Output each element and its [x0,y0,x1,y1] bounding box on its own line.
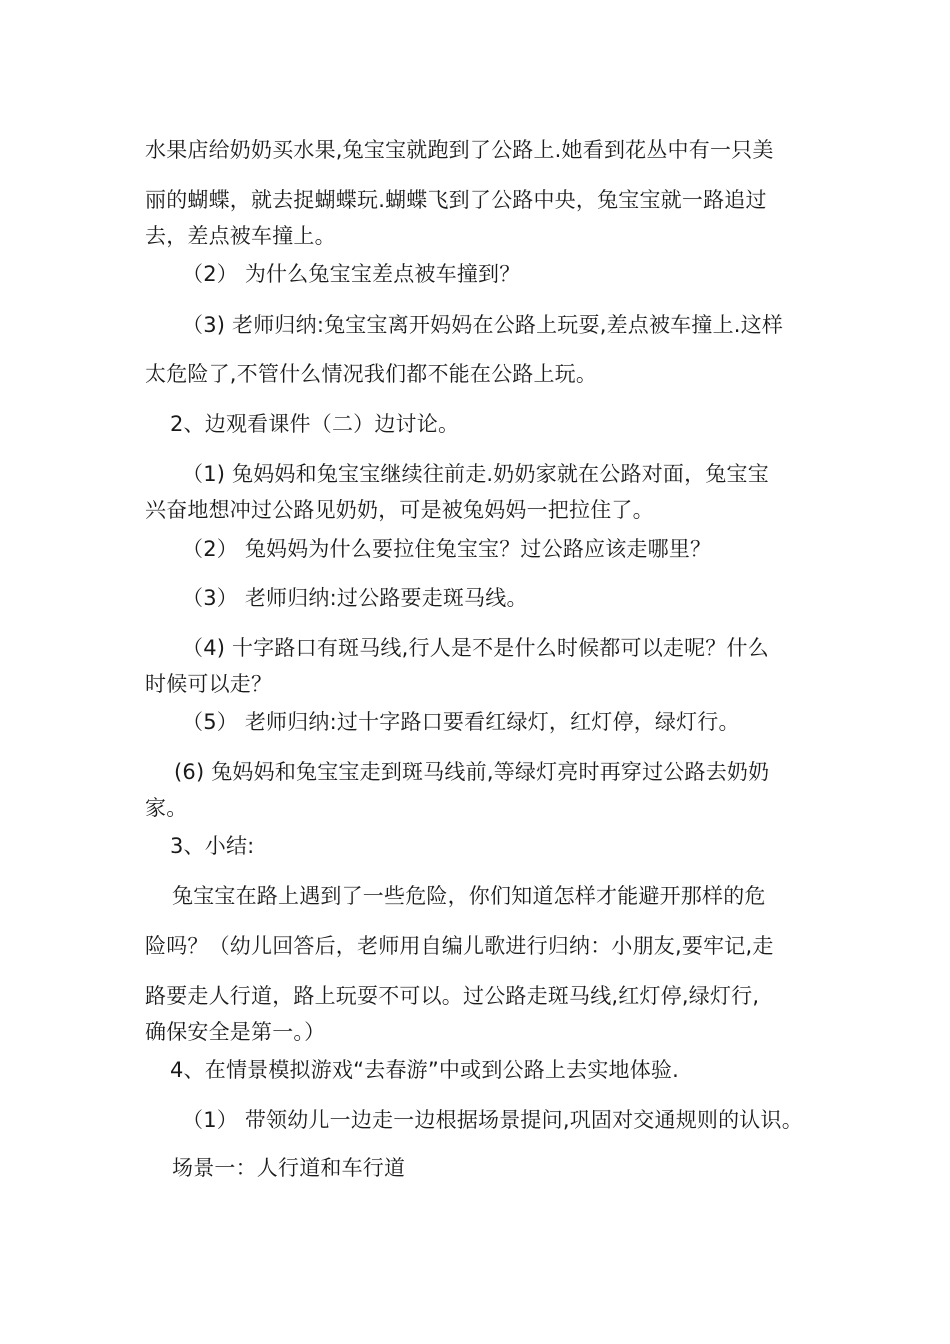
paragraph-line: 险吗？（幼儿回答后，老师用自编儿歌进行归纳：小朋友,要牢记,走 [145,934,774,958]
paragraph-line: 场景一：人行道和车行道 [172,1156,406,1180]
paragraph-line: 去，差点被车撞上。 [145,224,336,248]
paragraph-line: 丽的蝴蝶，就去捉蝴蝶玩.蝴蝶飞到了公路中央，兔宝宝就一路追过 [145,188,767,212]
paragraph-line: （3) 老师归纳:兔宝宝离开妈妈在公路上玩耍,差点被车撞上.这样 [182,313,784,337]
paragraph-line: （5） 老师归纳:过十字路口要看红绿灯，红灯停，绿灯行。 [182,710,740,734]
paragraph-line: 时候可以走？ [145,672,273,696]
paragraph-line: 路要走人行道，路上玩耍不可以。过公路走斑马线,红灯停,绿灯行, [145,984,760,1008]
section-heading: 4、在情景模拟游戏“去春游”中或到公路上去实地体验. [170,1058,679,1082]
section-heading: 3、小结: [170,834,255,858]
paragraph-line: （2） 为什么兔宝宝差点被车撞到？ [182,262,521,286]
paragraph-line: （1） 带领幼儿一边走一边根据场景提问,巩固对交通规则的认识。 [182,1108,803,1132]
paragraph-line: 兔宝宝在路上遇到了一些危险，你们知道怎样才能避开那样的危 [172,884,766,908]
paragraph-line: 兴奋地想冲过公路见奶奶，可是被兔妈妈一把拉住了。 [145,498,654,522]
paragraph-line: （2） 兔妈妈为什么要拉住兔宝宝？过公路应该走哪里？ [182,537,712,561]
paragraph-line: 确保安全是第一。） [145,1020,326,1044]
paragraph-line: (6) 兔妈妈和兔宝宝走到斑马线前,等绿灯亮时再穿过公路去奶奶 [174,760,770,784]
paragraph-line: 太危险了,不管什么情况我们都不能在公路上玩。 [145,362,598,386]
paragraph-line: （4) 十字路口有斑马线,行人是不是什么时候都可以走呢？什么 [182,636,769,660]
paragraph-line: （1) 兔妈妈和兔宝宝继续往前走.奶奶家就在公路对面，兔宝宝 [182,462,769,486]
paragraph-line: 水果店给奶奶买水果,兔宝宝就跑到了公路上.她看到花丛中有一只美 [145,138,774,162]
paragraph-line: 家。 [145,796,188,820]
section-heading: 2、边观看课件（二）边讨论。 [170,412,460,436]
paragraph-line: （3） 老师归纳:过公路要走斑马线。 [182,586,528,610]
